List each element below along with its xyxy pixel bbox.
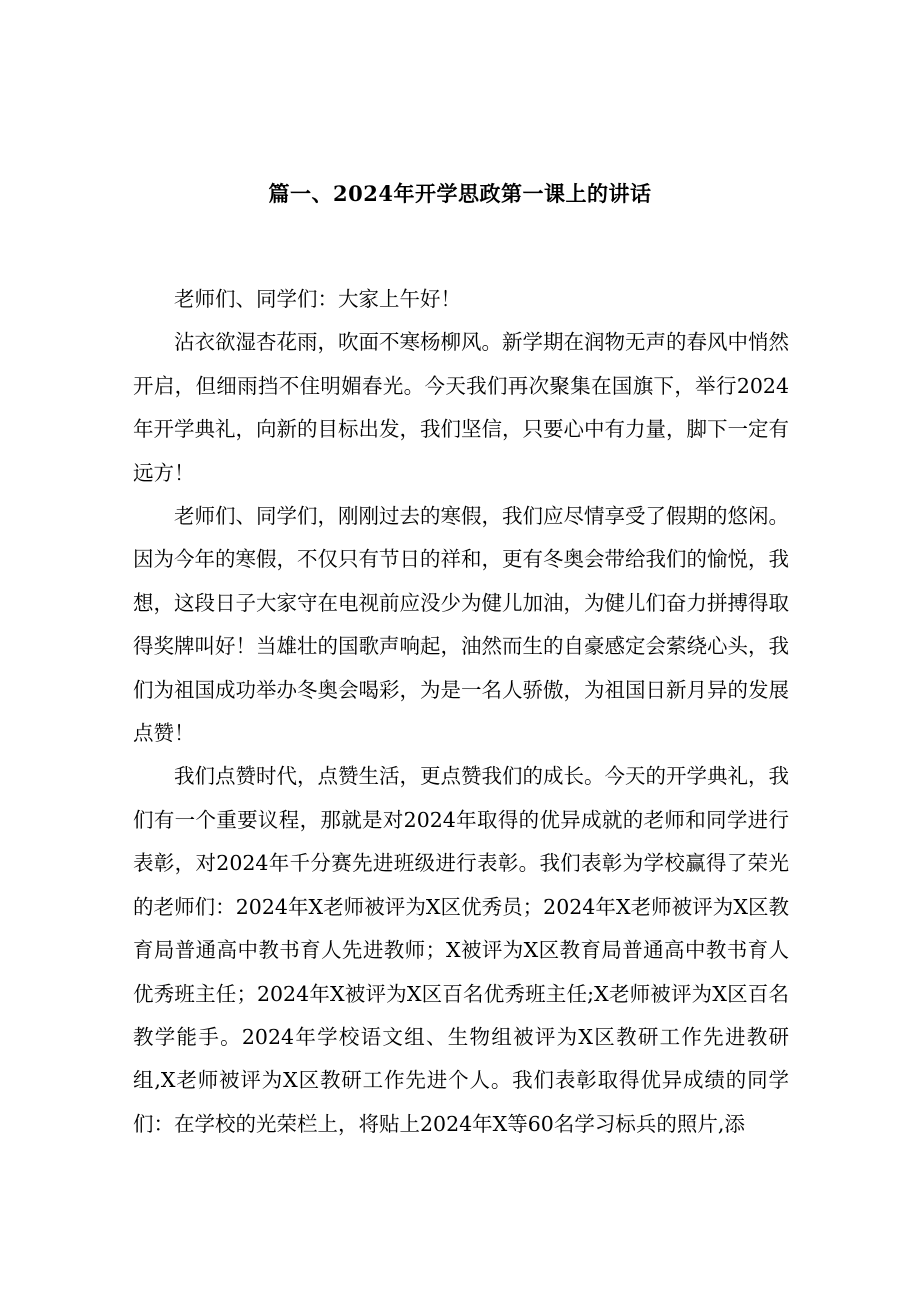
document-body (133, 278, 789, 1146)
document-title: 篇一、2024年开学思政第一课上的讲话 (268, 181, 652, 206)
paragraph-greeting: 老师们、同学们：大家上午好！ (174, 287, 461, 311)
paragraph-winter-break: 老师们、同学们，刚刚过去的寒假，我们应尽情享受了假期的悠闲。因为今年的寒假，不仅只有节日的祥和，更有冬奥会带给我们的愉悦，我想，这段日子大家守在电视前应没少为健儿加油，为健儿们奋力拼搏得取得奖牌叫好！当雄壮的国歌声响起，油然而生的自豪感定会萦绕心头，我们为祖国成功举办冬奥会喝彩，为是一名人骄傲，为祖国日新月异的发展点赞！ (133, 504, 789, 746)
paragraph-opening: 沾衣欲湿杏花雨，吹面不寒杨柳风。新学期在润物无声的春风中悄然开启，但细雨挡不住明媚春光。今天我们再次聚集在国旗下，举行2024年开学典礼，向新的目标出发，我们坚信，只要心中有力量，脚下一定有远方！ (133, 330, 789, 485)
paragraph-awards: 我们点赞时代，点赞生活，更点赞我们的成长。今天的开学典礼，我们有一个重要议程，那就是对2024年取得的优异成就的老师和同学进行表彰，对2024年千分赛先进班级进行表彰。我们表彰为学校赢得了荣光的老师们：2024年X老师被评为X区优秀员；2024年X老师被评为X区教育局普通高中教书育人先进教师；X被评为X区教育局普通高中教书育人优秀班主任；2024年X被评为X区百名优秀班主任;X老师被评为X区百名教学能手。2024年学校语文组、生物组被评为X区教研工作先进教研组,X老师被评为X区教研工作先进个人。我们表彰取得优异成绩的同学们：在学校的光荣栏上，将贴上2024年X等60名学习标兵的照片,添 (133, 764, 789, 1136)
